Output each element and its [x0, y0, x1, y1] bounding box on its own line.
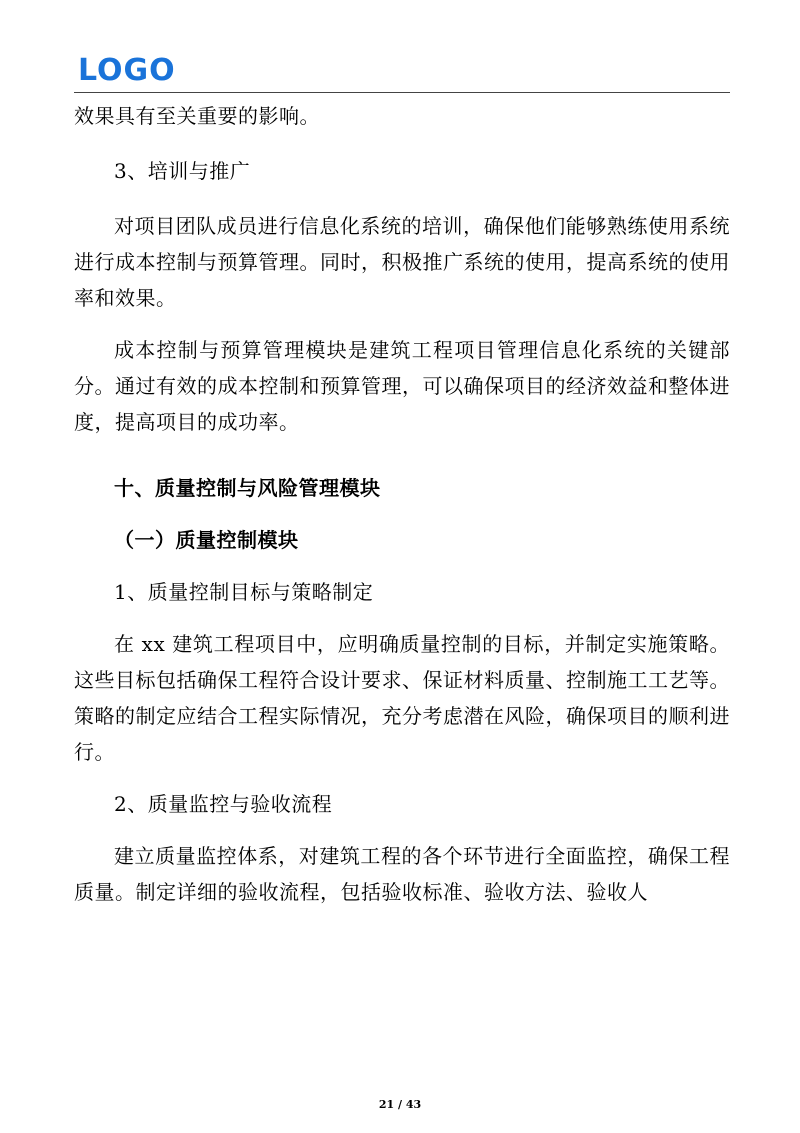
- section-heading: 十、质量控制与风险管理模块: [114, 476, 381, 500]
- logo: LOGO: [78, 53, 176, 88]
- subsection-heading: （一）质量控制模块: [114, 528, 299, 552]
- subheading-quality-monitoring: 2、质量监控与验收流程: [114, 792, 333, 816]
- paragraph-training: 对项目团队成员进行信息化系统的培训，确保他们能够熟练使用系统进行成本控制与预算管理。同时，积极推广系统的使用，提高系统的使用率和效果。: [74, 214, 730, 310]
- document-body: [74, 96, 730, 910]
- paragraph-summary: 成本控制与预算管理模块是建筑工程项目管理信息化系统的关键部分。通过有效的成本控制和预算管理，可以确保项目的经济效益和整体进度，提高项目的成功率。: [74, 338, 730, 434]
- page-number: 21 / 43: [378, 1098, 422, 1111]
- subheading-quality-goals: 1、质量控制目标与策略制定: [114, 580, 374, 604]
- paragraph-quality-monitoring: 建立质量监控体系，对建筑工程的各个环节进行全面监控，确保工程质量。制定详细的验收流程，包括验收标准、验收方法、验收人: [74, 844, 730, 904]
- paragraph-quality-goals: 在 xx 建筑工程项目中，应明确质量控制的目标，并制定实施策略。这些目标包括确保工程符合设计要求、保证材料质量、控制施工工艺等。策略的制定应结合工程实际情况，充分考虑潜在风险，确保项目的顺利进行。: [74, 632, 730, 764]
- paragraph-continuation: 效果具有至关重要的影响。: [74, 104, 320, 128]
- subheading-training: 3、培训与推广: [114, 159, 251, 183]
- page-header: [74, 52, 730, 93]
